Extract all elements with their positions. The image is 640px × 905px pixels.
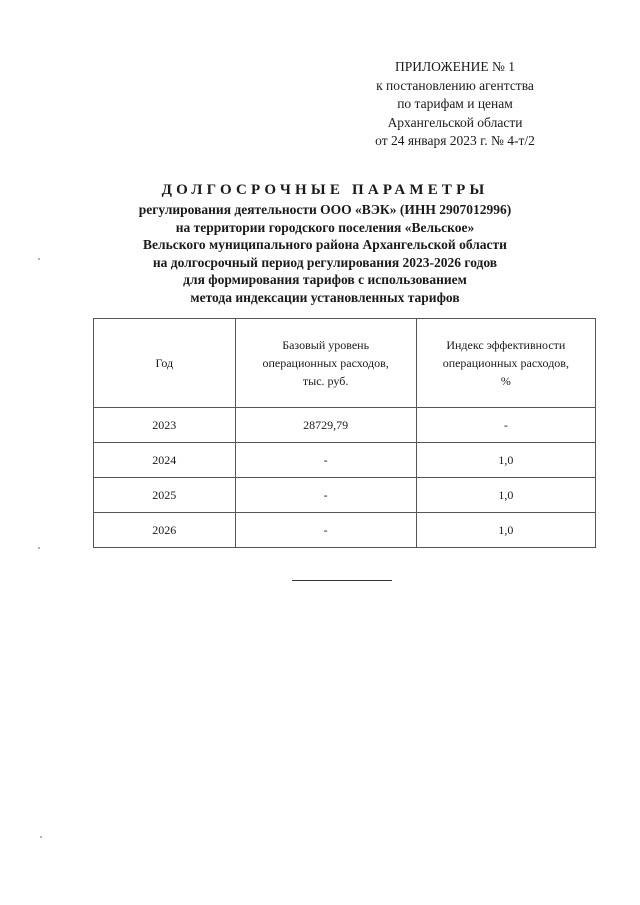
cell-base-level: - (235, 513, 416, 548)
cell-year: 2026 (94, 513, 236, 548)
closing-rule (292, 580, 392, 581)
appendix-header (330, 58, 580, 151)
cell-efficiency-index: - (416, 408, 595, 443)
document-title-line: регулирования деятельности ООО «ВЭК» (ИНН 2907012996) (138, 202, 512, 217)
document-title-line: на территории городского поселения «Вельское» (175, 219, 475, 235)
header-index-line: Индекс эффективности (446, 338, 566, 352)
document-title-line: метода индексации установленных тарифов (190, 289, 460, 305)
document-title-line: Вельского муниципального района Архангельской области (143, 237, 507, 253)
table-row (94, 443, 596, 478)
document-title-line: для формирования тарифов с использованием (183, 272, 467, 288)
scan-speck (40, 836, 42, 838)
document-title-main: ДОЛГОСРОЧНЫЕ ПАРАМЕТРЫ (161, 182, 489, 198)
cell-year: 2025 (94, 478, 236, 513)
scan-speck (38, 547, 40, 549)
document-title (60, 180, 590, 307)
cell-base-level: - (235, 478, 416, 513)
table-row (94, 513, 596, 548)
cell-efficiency-index: 1,0 (416, 513, 595, 548)
table-row (94, 408, 596, 443)
table-header (94, 319, 596, 408)
cell-year: 2023 (94, 408, 236, 443)
scan-speck (38, 258, 40, 260)
header-year-label: Год (155, 356, 174, 370)
cell-base-level: 28729,79 (235, 408, 416, 443)
header-base-line: тыс. руб. (302, 374, 349, 388)
header-year (94, 319, 236, 408)
table-header-row (94, 319, 596, 408)
appendix-date-line: от 24 января 2023 г. № 4-т/2 (375, 133, 535, 148)
table-body (94, 408, 596, 548)
parameters-table (93, 318, 596, 548)
table-row (94, 478, 596, 513)
appendix-line: Архангельской области (387, 114, 523, 130)
cell-year: 2024 (94, 443, 236, 478)
header-base-line: Базовый уровень (282, 338, 370, 352)
cell-efficiency-index: 1,0 (416, 478, 595, 513)
appendix-title: ПРИЛОЖЕНИЕ № 1 (394, 59, 516, 74)
header-index-line: % (500, 374, 511, 388)
cell-base-level: - (235, 443, 416, 478)
header-base-level (235, 319, 416, 408)
appendix-line: к постановлению агентства (376, 77, 534, 93)
header-index-line: операционных расходов, (442, 356, 569, 370)
header-efficiency-index (416, 319, 595, 408)
appendix-line: по тарифам и ценам (397, 96, 513, 111)
header-base-line: операционных расходов, (262, 356, 389, 370)
document-title-line: на долгосрочный период регулирования 2023-2026 годов (152, 254, 498, 270)
cell-efficiency-index: 1,0 (416, 443, 595, 478)
